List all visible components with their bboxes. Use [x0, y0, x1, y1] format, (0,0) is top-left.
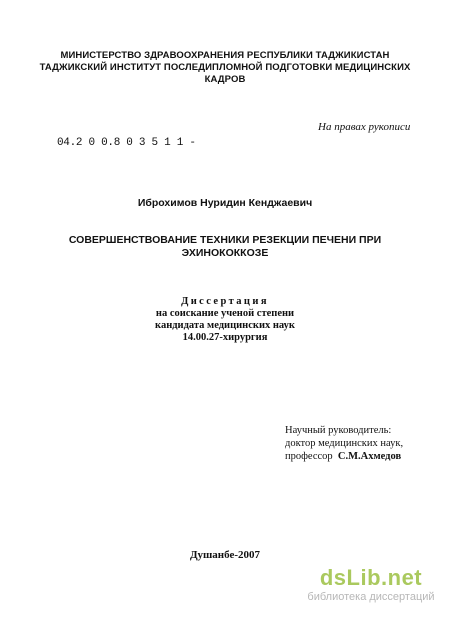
supervisor-block: [285, 424, 403, 463]
author-name: Иброхимов Нуридин Кенджаевич: [137, 197, 313, 209]
supervisor-name: С.М.Ахмедов: [337, 451, 402, 462]
ministry-line: МИНИСТЕРСТВО ЗДРАВООХРАНЕНИЯ РЕСПУБЛИКИ ТАДЖИКИСТАН: [60, 50, 390, 61]
city-year: Душанбе-2007: [189, 549, 261, 561]
watermark-subtitle: библиотека диссертаций: [307, 591, 435, 603]
thesis-title: [0, 234, 450, 260]
ministry-line: ТАДЖИКСКИЙ ИНСТИТУТ ПОСЛЕДИПЛОМНОЙ ПОДГОТОВКИ МЕДИЦИНСКИХ: [39, 62, 411, 73]
ministry-line: КАДРОВ: [204, 74, 246, 85]
stamp-number: 04.2 0 0.8 0 3 5 1 1 -: [57, 137, 196, 149]
dissertation-line: на соискание ученой степени: [155, 308, 295, 319]
dissertation-line: 14.00.27-хирургия: [182, 332, 268, 343]
watermark: [296, 566, 446, 604]
supervisor-role: профессор: [285, 451, 333, 462]
title-line: СОВЕРШЕНСТВОВАНИЕ ТЕХНИКИ РЕЗЕКЦИИ ПЕЧЕНИ ПРИ: [68, 234, 382, 246]
supervisor-line: Научный руководитель:: [285, 425, 392, 436]
watermark-brand: dsLib.net: [319, 565, 423, 590]
dissertation-line: кандидата медицинских наук: [155, 320, 295, 331]
rights-note: На правах рукописи: [318, 121, 411, 133]
supervisor-line: [285, 450, 403, 463]
supervisor-line: доктор медицинских наук,: [285, 438, 404, 449]
title-line: ЭХИНОКОККОЗЕ: [181, 247, 269, 259]
ministry-header: [0, 50, 450, 86]
dissertation-heading: Диссертация: [181, 296, 269, 307]
dissertation-block: [0, 296, 450, 344]
